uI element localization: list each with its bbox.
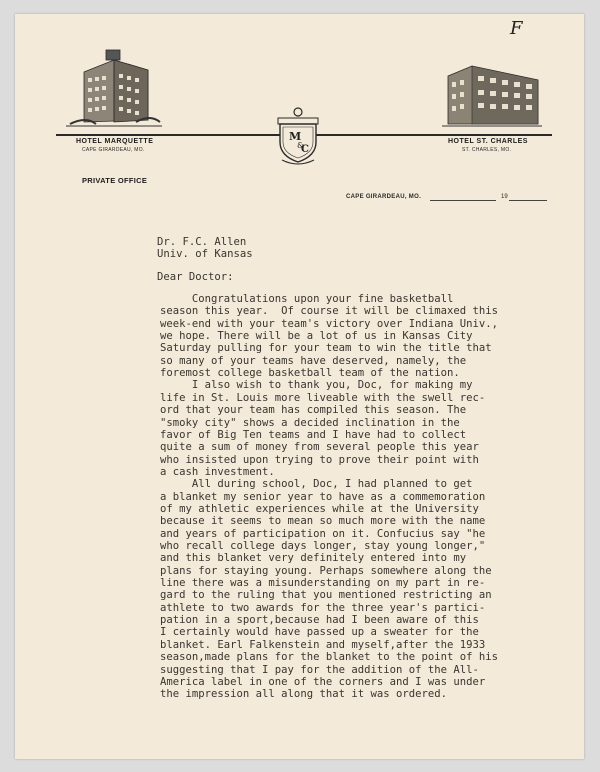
body-line: week-end with your team's victory over Indiana Univ., [160, 317, 499, 330]
body-line: I certainly would have passed up a sweater for the [160, 626, 479, 639]
svg-text:&: & [297, 141, 305, 150]
hotel-st-charles-engraving [442, 62, 542, 134]
year-blank-line [509, 200, 547, 201]
body-line: line there was a misunderstanding on my part in re- [160, 577, 486, 590]
body-line: Saturday pulling for your team to win the title that [160, 342, 492, 355]
body-line: we hope. There will be a lot of us in Kansas City [160, 330, 473, 343]
svg-text:C: C [301, 144, 309, 155]
body-line: because it seems to mean so much more with the name [160, 515, 486, 528]
recipient-line: Univ. of Kansas [157, 248, 253, 260]
body-line: gard to the ruling that you mentioned restricting an [160, 589, 492, 602]
place-line: CAPE GIRARDEAU, MO. [346, 194, 422, 200]
body-line: foremost college basketball team of the nation. [160, 367, 460, 380]
body-line: pation in a sport,because had I been aware of this [160, 614, 479, 627]
body-line: the impression all along that it was ordered. [160, 688, 448, 701]
date-blank-line [430, 200, 496, 201]
recipient-line: Dr. F.C. Allen [157, 236, 247, 248]
body-line: and this blanket very definitely entered into my [160, 552, 467, 565]
body-line: of my athletic experiences while at the University [160, 502, 479, 515]
mc-crest-emblem [272, 106, 324, 168]
body-line: athlete to two awards for the three year's partici- [160, 601, 486, 614]
body-line: favor of Big Ten teams and I have had to collect [160, 428, 467, 441]
body-line: America label in one of the corners and I was under [160, 675, 486, 688]
body-line: who recall college days longer, stay young longer," [160, 540, 486, 552]
body-line: who insisted upon trying to prove their point with [160, 453, 479, 466]
left-hotel-city: CAPE GIRARDEAU, MO. [82, 147, 145, 153]
hotel-marquette-engraving [66, 42, 162, 132]
body-line: so many of your teams have deserved, namely, the [160, 354, 467, 367]
body-line: I also wish to thank you, Doc, for making my [160, 379, 473, 392]
body-line: Congratulations upon your fine basketball [160, 293, 454, 305]
body-line: a cash investment. [160, 465, 275, 478]
body-line: quite a sum of money from several people this year [160, 441, 479, 454]
body-line: "smoky city" shows a decided inclination in the [160, 416, 460, 429]
body-line: a blanket my senior year to have as a commemoration [160, 490, 486, 503]
right-hotel-city: ST. CHARLES, MO. [462, 147, 512, 153]
left-hotel-name: HOTEL MARQUETTE [76, 138, 154, 145]
body-line: plans for staying young. Perhaps somewhere along the [160, 564, 492, 577]
body-line: blanket. Earl Falkenstein and myself,after the 1933 [160, 638, 486, 651]
body-line: and years of participation on it. Confucius say "he [160, 527, 486, 540]
body-line: suggesting that I pay for the addition of the All- [160, 663, 479, 676]
body-line: All during school, Doc, I had planned to get [160, 478, 473, 491]
private-office-label: PRIVATE OFFICE [82, 176, 148, 185]
svg-text:M: M [289, 130, 302, 143]
body-line: ord that your team has compiled this season. The [160, 404, 467, 417]
body-line: season,made plans for the blanket to the point of his [160, 651, 499, 664]
year-prefix: 19 [501, 194, 508, 200]
right-hotel-name: HOTEL ST. CHARLES [448, 138, 528, 145]
body-line: life in St. Louis more liveable with the swell rec- [160, 391, 486, 404]
salutation: Dear Doctor: [157, 271, 234, 283]
margin-mark: F [510, 18, 523, 39]
body-line: season this year. Of course it will be climaxed this [160, 305, 499, 318]
